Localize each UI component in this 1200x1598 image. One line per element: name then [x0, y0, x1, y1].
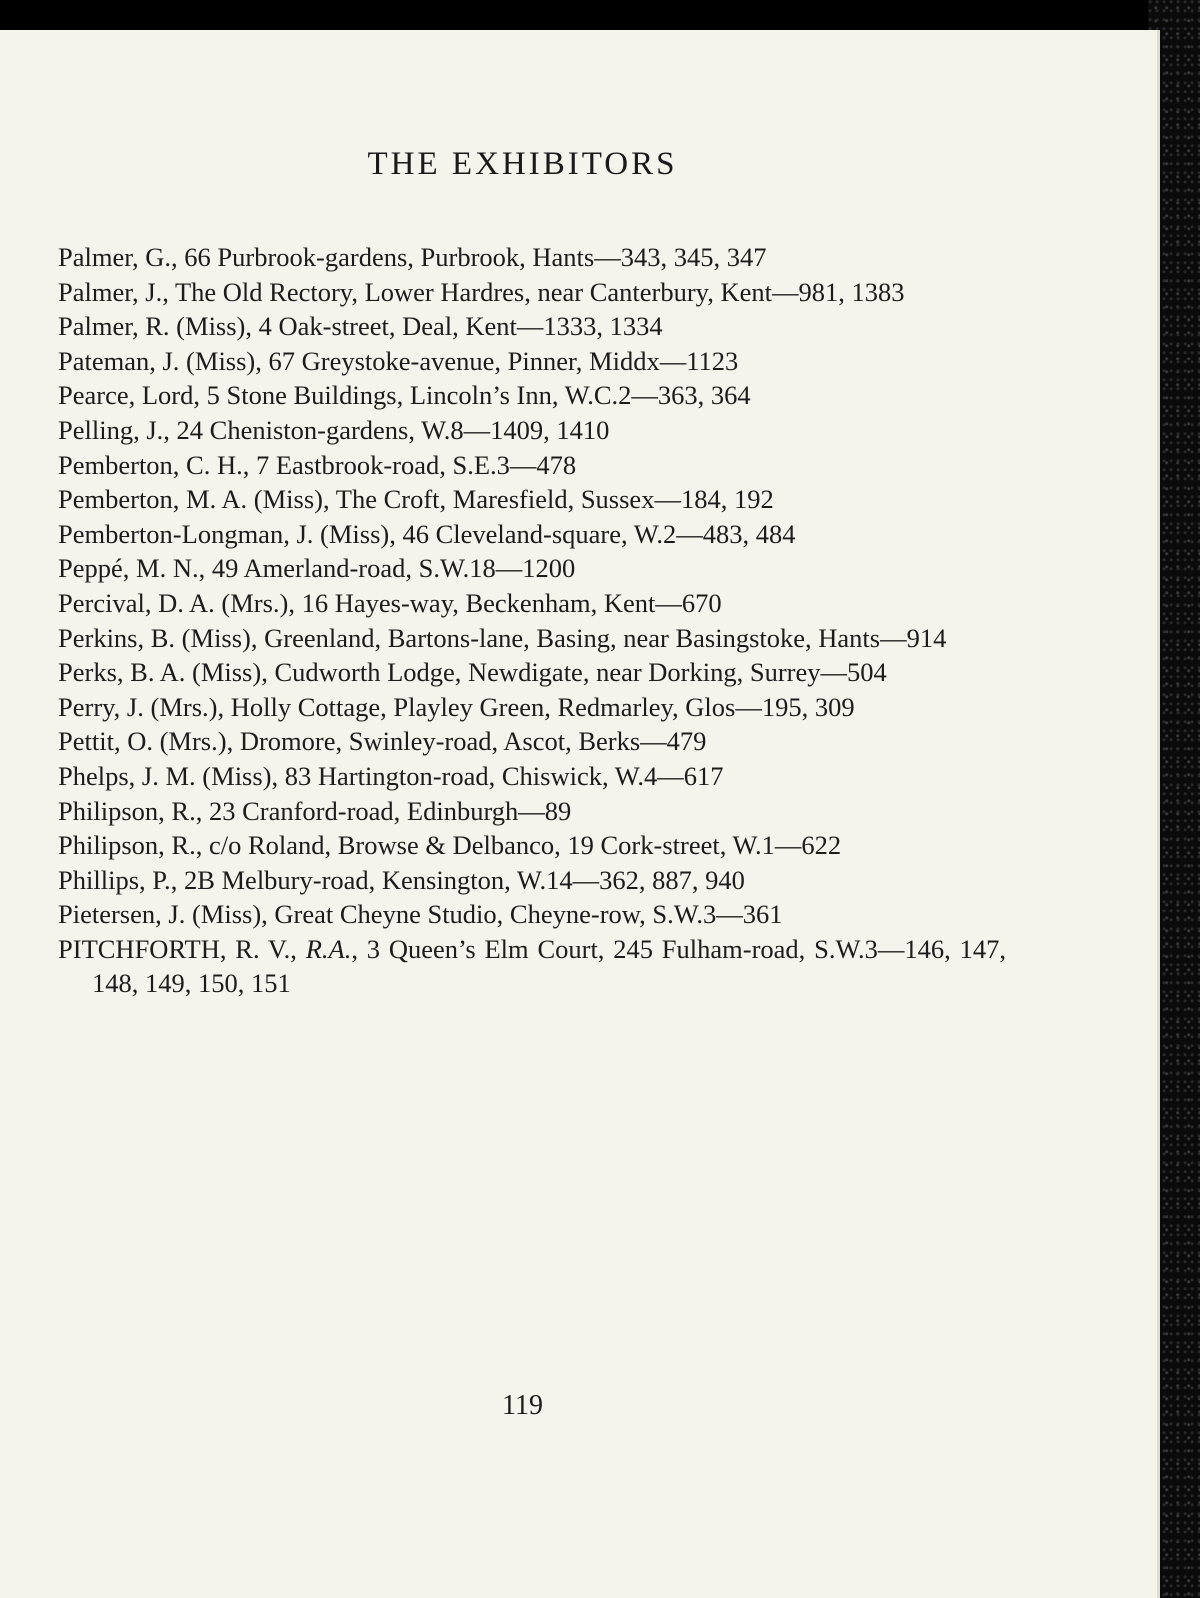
exhibitor-details: , 24 Cheniston-gardens, W.8—1409, 1410: [163, 414, 610, 445]
exhibitor-entry: [58, 863, 1006, 898]
exhibitor-name: Palmer, G.: [58, 242, 172, 272]
exhibitor-name: Pemberton, C. H.: [58, 449, 243, 480]
exhibitor-details: , 5 Stone Buildings, Lincoln’s Inn, W.C.2—363, 364: [193, 380, 751, 411]
exhibitor-details: , 2B Melbury-road, Kensington, W.14—362, 887, 940: [170, 864, 745, 895]
page-number: 119: [502, 1390, 543, 1421]
exhibitor-entry: [58, 897, 1006, 932]
exhibitor-details: , 46 Cleveland-square, W.2—483, 484: [389, 518, 796, 549]
exhibitor-entry: [58, 482, 1006, 517]
exhibitor-details: , 7 Eastbrook-road, S.E.3—478: [242, 449, 577, 480]
exhibitor-entry: [58, 724, 1006, 759]
exhibitor-details: , The Old Rectory, Lower Hardres, near Canterbury, Kent—981, 1383: [162, 276, 905, 307]
exhibitor-entry: [58, 828, 1006, 863]
exhibitor-entry: [58, 551, 1006, 586]
exhibitor-details: , 23 Cranford-road, Edinburgh—89: [195, 795, 572, 826]
exhibitor-entry: [58, 309, 1006, 344]
exhibitor-entry: [58, 240, 1006, 275]
exhibitor-name: Philipson, R.: [58, 830, 196, 861]
exhibitor-honorific: R.A.: [305, 933, 352, 964]
scan-border-top: [0, 0, 1200, 30]
exhibitor-details: , Holly Cottage, Playley Green, Redmarley, Glos—195, 309: [217, 691, 855, 722]
exhibitor-name: Phelps, J. M. (Miss): [58, 760, 272, 791]
exhibitor-details: , Greenland, Bartons-lane, Basing, near Basingstoke, Hants—914: [250, 622, 947, 653]
exhibitor-entry: [58, 655, 1006, 690]
exhibitor-entry: [58, 413, 1006, 448]
exhibitor-name: Pelling, J.: [58, 414, 164, 445]
exhibitor-details: , 3 Queen’s Elm Court, 245 Fulham-road, S.W.3—146, 147, 148, 149, 150, 151: [92, 933, 1006, 999]
exhibitor-entry: [58, 378, 1006, 413]
exhibitor-details: , 83 Hartington-road, Chiswick, W.4—617: [271, 760, 724, 791]
exhibitor-name: Pearce, Lord: [58, 380, 194, 411]
exhibitor-entry: [58, 759, 1006, 794]
exhibitor-name: Pettit, O. (Mrs.): [58, 726, 227, 757]
exhibitor-name: Percival, D. A. (Mrs.): [58, 587, 289, 618]
page-title: THE EXHIBITORS: [367, 146, 678, 182]
exhibitor-entry: [58, 517, 1006, 552]
exhibitor-separator: ,: [290, 933, 306, 964]
exhibitor-details: , 67 Greystoke-avenue, Pinner, Middx—1123: [255, 345, 739, 376]
exhibitor-name: Pateman, J. (Miss): [58, 345, 256, 376]
exhibitor-name: Perks, B. A. (Miss): [58, 657, 262, 688]
exhibitor-entry: [58, 621, 1006, 656]
exhibitor-name: PITCHFORTH, R. V.: [58, 933, 291, 964]
exhibitor-name: Pietersen, J. (Miss): [58, 899, 262, 930]
exhibitor-name: Perry, J. (Mrs.): [58, 691, 218, 722]
exhibitor-details: , 16 Hayes-way, Beckenham, Kent—670: [288, 587, 722, 618]
exhibitor-entry: [58, 448, 1006, 483]
exhibitor-name: Perkins, B. (Miss): [58, 622, 251, 653]
exhibitor-name: Pemberton-Longman, J. (Miss): [58, 518, 390, 549]
exhibitor-details: , Dromore, Swinley-road, Ascot, Berks—479: [226, 726, 707, 757]
exhibitor-entry: [58, 932, 1006, 1001]
exhibitor-list: [58, 240, 1006, 1001]
exhibitor-details: , 49 Amerland-road, S.W.18—1200: [198, 553, 576, 584]
exhibitor-details: , The Croft, Maresfield, Sussex—184, 192: [323, 484, 774, 515]
exhibitor-details: , 4 Oak-street, Deal, Kent—1333, 1334: [245, 311, 663, 342]
exhibitor-details: , Cudworth Lodge, Newdigate, near Dorking, Surrey—504: [261, 657, 887, 688]
exhibitor-name: Philipson, R.: [58, 795, 196, 826]
exhibitor-details: , Great Cheyne Studio, Cheyne-row, S.W.3—361: [261, 899, 783, 930]
exhibitor-entry: [58, 794, 1006, 829]
exhibitor-entry: [58, 344, 1006, 379]
exhibitor-name: Palmer, J.: [58, 276, 163, 307]
exhibitor-details: , c/o Roland, Browse & Delbanco, 19 Cork-street, W.1—622: [195, 830, 842, 861]
exhibitor-entry: [58, 690, 1006, 725]
exhibitor-name: Pemberton, M. A. (Miss): [58, 484, 323, 515]
exhibitor-name: Peppé, M. N.: [58, 553, 199, 584]
exhibitor-entry: [58, 275, 1006, 310]
exhibitor-details: , 66 Purbrook-gardens, Purbrook, Hants—343, 345, 347: [171, 242, 767, 272]
book-page: [0, 30, 1160, 1598]
exhibitor-name: Palmer, R. (Miss): [58, 311, 246, 342]
exhibitor-name: Phillips, P.: [58, 864, 171, 895]
exhibitor-entry: [58, 586, 1006, 621]
